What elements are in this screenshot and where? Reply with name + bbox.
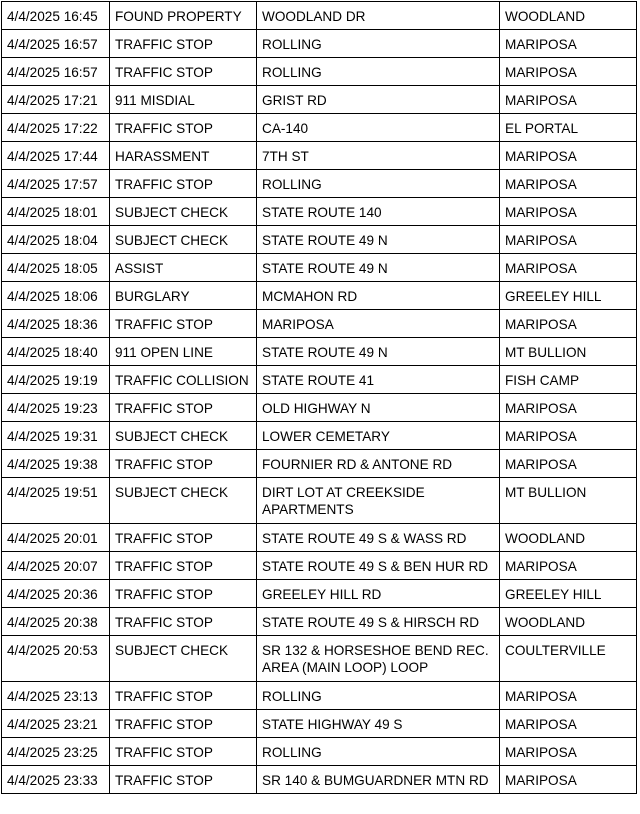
cell-area: MARIPOSA [500,142,637,170]
table-row [2,524,637,552]
cell-area: MARIPOSA [500,226,637,254]
cell-location: ROLLING [257,682,500,710]
table-row [2,282,637,310]
cell-incident-type: TRAFFIC STOP [110,170,257,198]
cell-area: MARIPOSA [500,198,637,226]
cell-datetime: 4/4/2025 16:57 [2,58,110,86]
cell-location: GREELEY HILL RD [257,580,500,608]
cell-area: WOODLAND [500,2,637,30]
cell-area: MARIPOSA [500,254,637,282]
cell-area: MARIPOSA [500,682,637,710]
table-row [2,366,637,394]
incident-log-table [1,1,637,794]
cell-location: ROLLING [257,58,500,86]
table-row [2,226,637,254]
cell-incident-type: TRAFFIC STOP [110,30,257,58]
cell-incident-type: FOUND PROPERTY [110,2,257,30]
cell-area: MARIPOSA [500,310,637,338]
table-row [2,170,637,198]
cell-location: STATE ROUTE 49 N [257,254,500,282]
cell-area: FISH CAMP [500,366,637,394]
cell-datetime: 4/4/2025 20:38 [2,608,110,636]
cell-location: DIRT LOT AT CREEKSIDE APARTMENTS [257,478,500,524]
cell-incident-type: TRAFFIC STOP [110,58,257,86]
cell-incident-type: SUBJECT CHECK [110,636,257,682]
cell-location: ROLLING [257,170,500,198]
table-row [2,2,637,30]
table-row [2,394,637,422]
cell-incident-type: 911 MISDIAL [110,86,257,114]
table-row [2,114,637,142]
cell-incident-type: TRAFFIC STOP [110,310,257,338]
cell-datetime: 4/4/2025 17:21 [2,86,110,114]
cell-datetime: 4/4/2025 16:57 [2,30,110,58]
cell-location: STATE ROUTE 49 S & BEN HUR RD [257,552,500,580]
cell-datetime: 4/4/2025 23:21 [2,710,110,738]
cell-datetime: 4/4/2025 18:04 [2,226,110,254]
cell-area: MARIPOSA [500,450,637,478]
table-row [2,552,637,580]
table-row [2,30,637,58]
table-row [2,682,637,710]
cell-incident-type: TRAFFIC STOP [110,552,257,580]
cell-location: STATE ROUTE 49 N [257,338,500,366]
cell-area: WOODLAND [500,608,637,636]
cell-incident-type: SUBJECT CHECK [110,226,257,254]
table-row [2,142,637,170]
cell-area: EL PORTAL [500,114,637,142]
cell-location: ROLLING [257,738,500,766]
cell-area: MARIPOSA [500,552,637,580]
cell-incident-type: SUBJECT CHECK [110,198,257,226]
cell-area: MARIPOSA [500,710,637,738]
cell-area: MARIPOSA [500,30,637,58]
cell-area: MARIPOSA [500,766,637,794]
cell-location: OLD HIGHWAY N [257,394,500,422]
cell-incident-type: TRAFFIC COLLISION [110,366,257,394]
cell-incident-type: TRAFFIC STOP [110,114,257,142]
cell-location: STATE ROUTE 49 N [257,226,500,254]
cell-datetime: 4/4/2025 18:40 [2,338,110,366]
table-row [2,766,637,794]
cell-area: MARIPOSA [500,58,637,86]
cell-datetime: 4/4/2025 20:07 [2,552,110,580]
table-row [2,198,637,226]
table-row [2,580,637,608]
cell-area: MT BULLION [500,478,637,524]
cell-datetime: 4/4/2025 20:53 [2,636,110,682]
cell-incident-type: ASSIST [110,254,257,282]
cell-datetime: 4/4/2025 19:31 [2,422,110,450]
cell-area: GREELEY HILL [500,282,637,310]
table-row [2,738,637,766]
table-row [2,338,637,366]
cell-datetime: 4/4/2025 17:44 [2,142,110,170]
cell-area: MARIPOSA [500,86,637,114]
cell-location: GRIST RD [257,86,500,114]
cell-incident-type: TRAFFIC STOP [110,580,257,608]
cell-incident-type: TRAFFIC STOP [110,710,257,738]
cell-incident-type: SUBJECT CHECK [110,422,257,450]
cell-location: STATE HIGHWAY 49 S [257,710,500,738]
cell-datetime: 4/4/2025 17:22 [2,114,110,142]
cell-datetime: 4/4/2025 20:36 [2,580,110,608]
table-row [2,422,637,450]
cell-datetime: 4/4/2025 18:06 [2,282,110,310]
table-row [2,254,637,282]
cell-datetime: 4/4/2025 23:13 [2,682,110,710]
cell-location: SR 140 & BUMGUARDNER MTN RD [257,766,500,794]
cell-datetime: 4/4/2025 18:05 [2,254,110,282]
cell-incident-type: TRAFFIC STOP [110,608,257,636]
cell-location: STATE ROUTE 140 [257,198,500,226]
cell-datetime: 4/4/2025 18:01 [2,198,110,226]
cell-incident-type: 911 OPEN LINE [110,338,257,366]
cell-incident-type: TRAFFIC STOP [110,766,257,794]
cell-area: GREELEY HILL [500,580,637,608]
cell-incident-type: TRAFFIC STOP [110,450,257,478]
cell-location: FOURNIER RD & ANTONE RD [257,450,500,478]
cell-incident-type: SUBJECT CHECK [110,478,257,524]
cell-area: MARIPOSA [500,170,637,198]
table-row [2,86,637,114]
cell-location: MARIPOSA [257,310,500,338]
cell-area: MARIPOSA [500,394,637,422]
cell-incident-type: BURGLARY [110,282,257,310]
cell-datetime: 4/4/2025 23:33 [2,766,110,794]
cell-area: MARIPOSA [500,738,637,766]
table-row [2,58,637,86]
cell-location: STATE ROUTE 49 S & WASS RD [257,524,500,552]
cell-datetime: 4/4/2025 19:23 [2,394,110,422]
cell-location: SR 132 & HORSESHOE BEND REC. AREA (MAIN LOOP) LOOP [257,636,500,682]
table-row [2,636,637,682]
cell-area: MT BULLION [500,338,637,366]
table-row [2,608,637,636]
cell-location: LOWER CEMETARY [257,422,500,450]
cell-datetime: 4/4/2025 20:01 [2,524,110,552]
cell-area: COULTERVILLE [500,636,637,682]
cell-datetime: 4/4/2025 19:38 [2,450,110,478]
table-row [2,310,637,338]
cell-incident-type: TRAFFIC STOP [110,682,257,710]
cell-area: MARIPOSA [500,422,637,450]
cell-datetime: 4/4/2025 18:36 [2,310,110,338]
cell-datetime: 4/4/2025 23:25 [2,738,110,766]
cell-location: CA-140 [257,114,500,142]
table-row [2,478,637,524]
incident-log-body [2,2,637,794]
cell-location: STATE ROUTE 49 S & HIRSCH RD [257,608,500,636]
cell-location: STATE ROUTE 41 [257,366,500,394]
cell-datetime: 4/4/2025 17:57 [2,170,110,198]
cell-location: MCMAHON RD [257,282,500,310]
cell-datetime: 4/4/2025 19:19 [2,366,110,394]
cell-location: 7TH ST [257,142,500,170]
cell-area: WOODLAND [500,524,637,552]
cell-datetime: 4/4/2025 19:51 [2,478,110,524]
table-row [2,710,637,738]
cell-datetime: 4/4/2025 16:45 [2,2,110,30]
cell-incident-type: TRAFFIC STOP [110,738,257,766]
table-row [2,450,637,478]
cell-location: WOODLAND DR [257,2,500,30]
cell-incident-type: TRAFFIC STOP [110,524,257,552]
cell-incident-type: HARASSMENT [110,142,257,170]
cell-location: ROLLING [257,30,500,58]
cell-incident-type: TRAFFIC STOP [110,394,257,422]
